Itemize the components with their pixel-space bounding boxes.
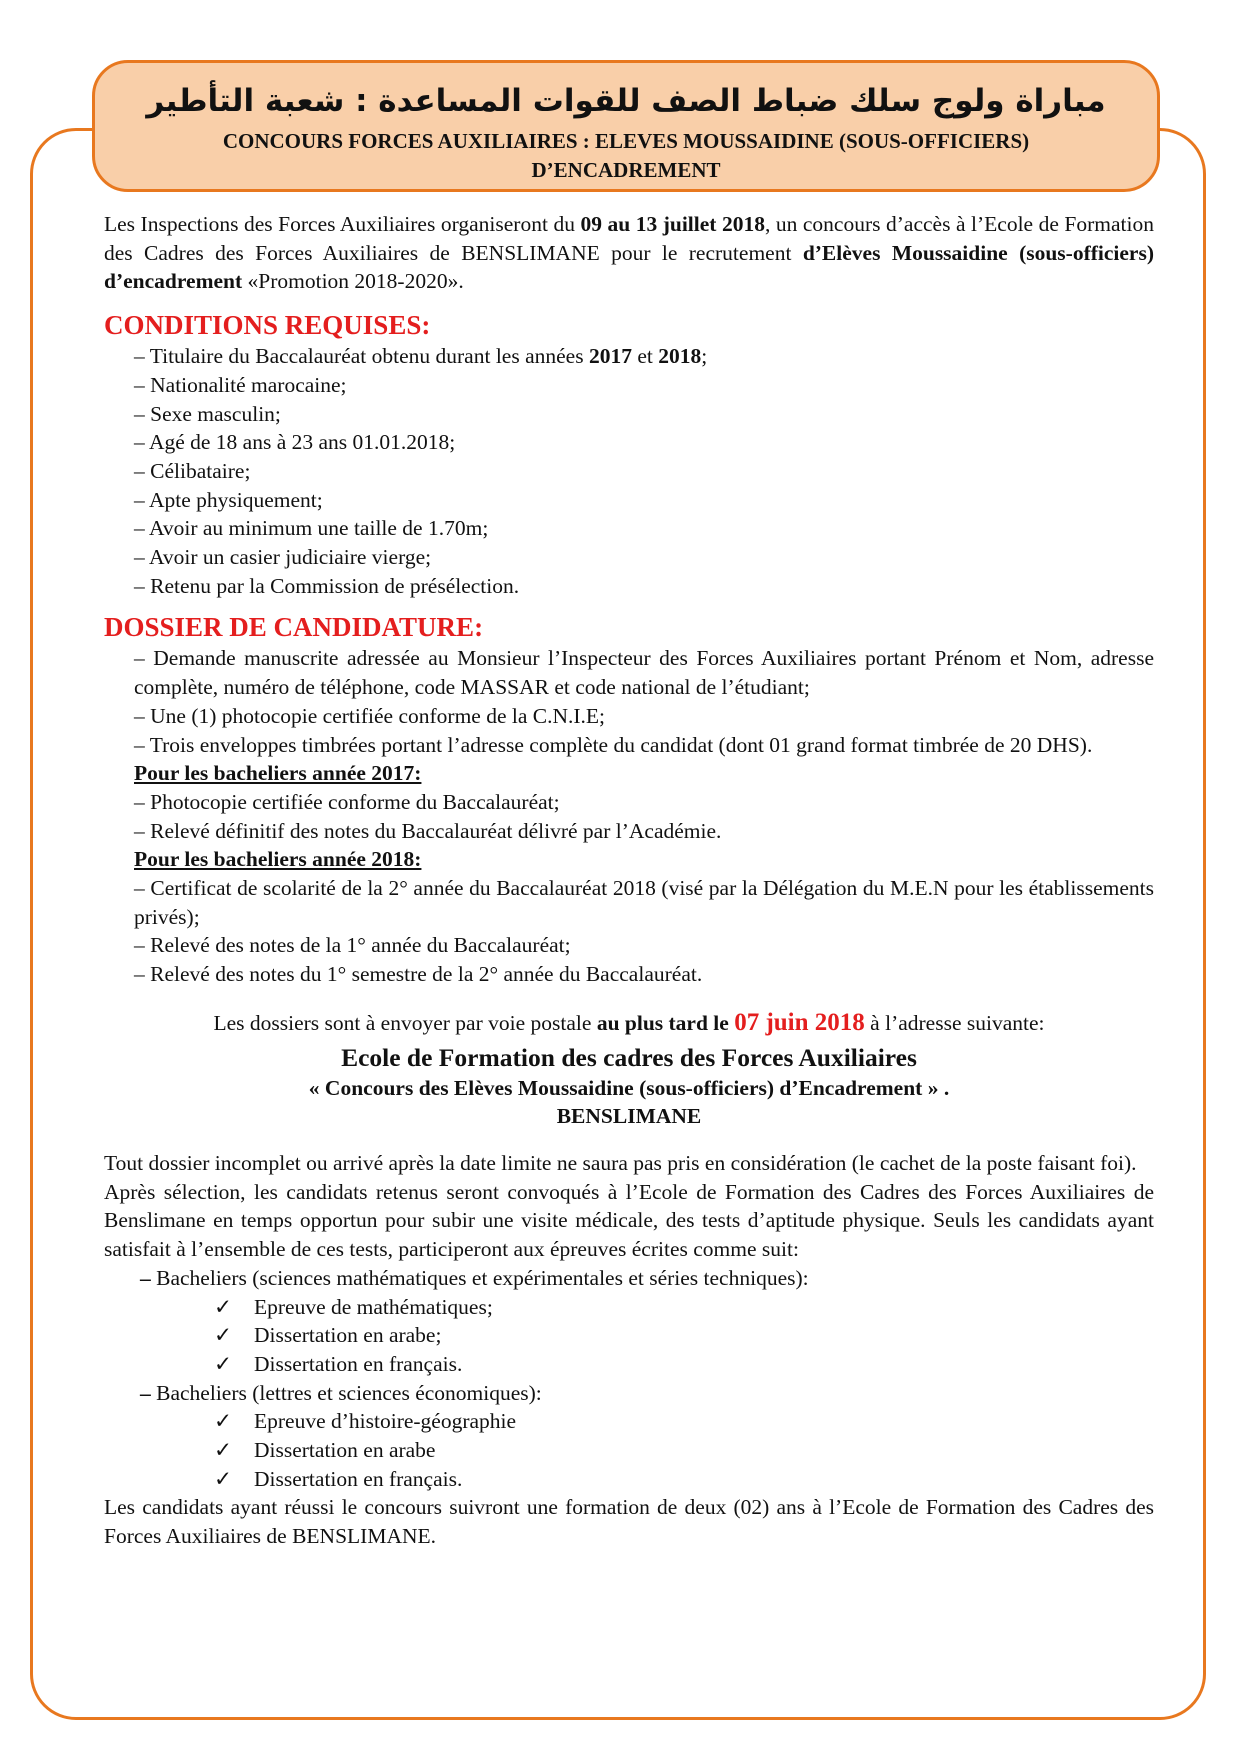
list-item: – Avoir un casier judiciaire vierge;	[134, 545, 432, 570]
dash-bullet: –	[140, 1380, 151, 1405]
list-item: – Sexe masculin;	[134, 401, 281, 426]
sending-text: Les dossiers sont à envoyer par voie postale	[213, 1010, 597, 1035]
list-item: – Demande manuscrite adressée au Monsieur l’Inspecteur des Forces Auxiliaires portant Prénom et Nom, adresse complète, numéro de téléphone, code MASSAR et code national de l’étudiant;	[134, 646, 1154, 700]
list-item: – Retenu par la Commission de présélection.	[134, 573, 520, 598]
list-item	[104, 1436, 1154, 1465]
intro-role: d’Elèves Moussaidine (sous-officiers) d’encadrement	[104, 240, 1155, 294]
document-body	[104, 210, 1154, 1551]
checkmark-icon: ✓	[214, 1323, 233, 1348]
group-label: Bacheliers (sciences mathématiques et expérimentales et séries techniques):	[156, 1265, 809, 1290]
list-item: – Photocopie certifiée conforme du Baccalauréat;	[134, 789, 560, 814]
intro-dates: 09 au 13 juillet 2018	[580, 212, 765, 236]
list-item: – Trois enveloppes timbrées portant l’adresse complète du candidat (dont 01 grand format timbrée de 20 DHS).	[134, 732, 1093, 757]
checkmark-icon: ✓	[214, 1466, 233, 1491]
list-item: – Relevé des notes du 1° semestre de la 2° année du Baccalauréat.	[134, 962, 703, 987]
checkmark-icon: ✓	[214, 1409, 233, 1434]
arabic-title: مباراة ولوج سلك ضباط الصف للقوات المساعدة : شعبة التأطير	[146, 83, 1106, 119]
checkmark-icon: ✓	[214, 1294, 233, 1319]
closing-paragraph-2: Après sélection, les candidats retenus seront convoqués à l’Ecole de Formation des Cadres des Forces Auxiliaires de Benslimane en temps opportun pour subir une visite médicale, des tests d’aptitude physique. Seuls les candidats ayant satisfait à l’ensemble de ces tests, participeront aux épreuves écrites comme suit:	[104, 1179, 1154, 1262]
list-item	[104, 1321, 1154, 1350]
list-item: – Célibataire;	[134, 458, 251, 483]
sending-deadline-label: au plus tard le	[596, 1010, 735, 1035]
exam-item: Dissertation en arabe;	[254, 1323, 442, 1348]
condition-text: – Titulaire du Baccalauréat obtenu durant les années	[134, 344, 589, 369]
list-item	[104, 1407, 1154, 1436]
french-title-line1: CONCOURS FORCES AUXILIAIRES : ELEVES MOUSSAIDINE (SOUS-OFFICIERS)	[222, 129, 1030, 153]
header-banner	[92, 60, 1160, 192]
conditions-list	[104, 342, 1154, 600]
list-item: – Certificat de scolarité de la 2° année du Baccalauréat 2018 (visé par la Délégation du M.E.N pour les établissements privés);	[134, 876, 1154, 929]
list-item: – Relevé des notes de la 1° année du Baccalauréat;	[134, 933, 571, 958]
dash-bullet: –	[140, 1265, 151, 1290]
sending-instructions	[104, 1009, 1154, 1038]
checkmark-icon: ✓	[214, 1351, 233, 1376]
list-item: – Apte physiquement;	[134, 487, 323, 512]
school-name: Ecole de Formation des cadres des Forces Auxiliaires	[341, 1042, 917, 1072]
sending-text-2: à l’adresse suivante:	[864, 1010, 1045, 1035]
subheading-2018: Pour les bacheliers année 2018:	[134, 847, 422, 872]
closing-paragraph-1: Tout dossier incomplet ou arrivé après la date limite ne saura pas pris en considération (le cachet de la poste faisant foi).	[104, 1150, 1137, 1175]
deadline-date: 07 juin 2018	[734, 1008, 865, 1036]
exam-item: Dissertation en français.	[254, 1351, 463, 1376]
condition-text: ;	[701, 344, 708, 369]
list-item	[104, 1465, 1154, 1494]
intro-text-2: , un concours d’accès à l’Ecole de Formation des Cadres des Forces Auxiliaires de BENSLIMANE pour le recrutement	[104, 212, 1154, 265]
group-label: Bacheliers (lettres et sciences économiques):	[156, 1380, 542, 1405]
year-2018: 2018	[658, 344, 702, 369]
intro-text-3: «Promotion 2018-2020».	[242, 269, 464, 294]
final-paragraph: Les candidats ayant réussi le concours suivront une formation de deux (02) ans à l’Ecole de Formation des Cadres des Forces Auxiliaires de BENSLIMANE.	[104, 1495, 1154, 1549]
list-item: – Avoir au minimum une taille de 1.70m;	[134, 516, 489, 541]
dossier-2017-list	[104, 788, 1154, 845]
exam-group-1	[104, 1264, 1154, 1293]
exam-item: Epreuve de mathématiques;	[254, 1294, 493, 1319]
concours-name: « Concours des Elèves Moussaidine (sous-officiers) d’Encadrement » .	[308, 1075, 950, 1100]
checkmark-icon: ✓	[214, 1438, 233, 1463]
city-name: BENSLIMANE	[556, 1104, 702, 1129]
list-item: – Relevé définitif des notes du Baccalauréat délivré par l’Académie.	[134, 818, 722, 843]
intro-text: Les Inspections des Forces Auxiliaires organiseront du	[104, 212, 581, 236]
list-item	[104, 1350, 1154, 1379]
condition-text: et	[631, 344, 659, 369]
exam-group-2	[104, 1379, 1154, 1408]
dossier-heading: DOSSIER DE CANDIDATURE:	[104, 612, 484, 643]
french-title-line2: D’ENCADREMENT	[531, 158, 721, 182]
intro-paragraph	[104, 210, 1154, 296]
dossier-2018-list	[104, 874, 1154, 989]
list-item	[134, 342, 1154, 371]
exam-item: Dissertation en français.	[254, 1466, 463, 1491]
list-item: – Une (1) photocopie certifiée conforme de la C.N.I.E;	[134, 703, 606, 728]
dossier-list	[104, 644, 1154, 759]
year-2017: 2017	[588, 344, 632, 369]
conditions-heading: CONDITIONS REQUISES:	[104, 310, 431, 341]
list-item: – Agé de 18 ans à 23 ans 01.01.2018;	[134, 430, 456, 455]
subheading-2017: Pour les bacheliers année 2017:	[134, 761, 422, 786]
exam-item: Epreuve d’histoire-géographie	[254, 1409, 517, 1434]
list-item: – Nationalité marocaine;	[134, 372, 347, 397]
list-item	[104, 1293, 1154, 1322]
exam-item: Dissertation en arabe	[254, 1438, 436, 1463]
